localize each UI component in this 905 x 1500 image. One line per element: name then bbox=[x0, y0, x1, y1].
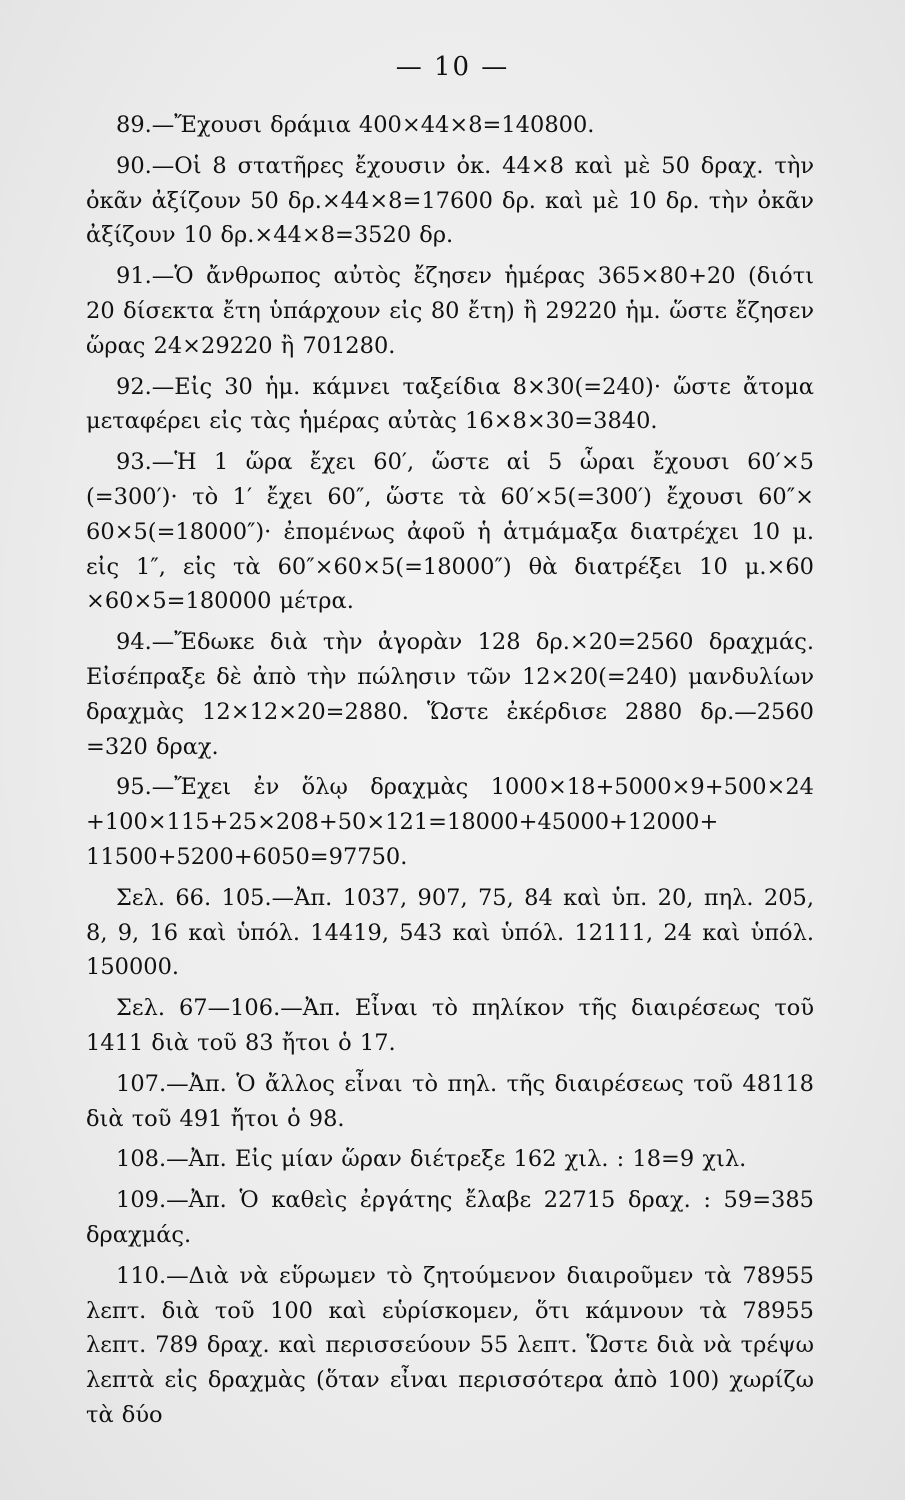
paragraph-93: 93.—Ἡ 1 ὥρα ἔχει 60′, ὥστε αἱ 5 ὧραι ἔχουσι 60′×5 (=300′)· τὸ 1′ ἔχει 60″, ὥστε τὰ 60′×5(=300′) ἔχουσι 60″× 60×5(=18000″)· ἐπομένως ἀφοῦ ἡ ἁτμάμαξα διατρέχει 10 μ. εἰς 1″, εἰς τὰ 60″×60×5(=18000″) θὰ διατρέξει 10 μ.×60 ×60×5=180000 μέτρα. bbox=[86, 449, 814, 615]
paragraph-91: 91.—Ὁ ἄνθρωπος αὐτὸς ἔζησεν ἡμέρας 365×80+20 (διότι 20 δίσεκτα ἔτη ὑπάρχουν εἰς 80 ἔτη) ἢ 29220 ἡμ. ὥστε ἔζησεν ὥρας 24×29220 ἢ 701280. bbox=[86, 263, 814, 359]
paragraph-109: 109.—Ἀπ. Ὁ καθεὶς ἐργάτης ἔλαβε 22715 δραχ. : 59=385 δραχμάς. bbox=[86, 1187, 814, 1248]
paragraph-89: 89.—Ἔχουσι δράμια 400×44×8=140800. bbox=[116, 112, 595, 138]
paragraph-107: 107.—Ἀπ. Ὁ ἄλλος εἶναι τὸ πηλ. τῆς διαιρέσεως τοῦ 48118 διὰ τοῦ 491 ἤτοι ὁ 98. bbox=[86, 1070, 814, 1132]
paragraph-110: 110.—Διὰ νὰ εὕρωμεν τὸ ζητούμενον διαιροῦμεν τὰ 78955 λεπτ. διὰ τοῦ 100 καὶ εὑρίσκομεν, ὅτι κάμνουν τὰ 78955 λεπτ. 789 δραχ. καὶ περισσεύουν 55 λεπτ. Ὥστε διὰ νὰ τρέψω λεπτὰ εἰς δραχμὰς (ὅταν εἶναι περισσότερα ἀπὸ 100) χωρίζω τὰ δύο bbox=[86, 1262, 814, 1428]
paragraph-page67-106: Σελ. 67—106.—Ἀπ. Εἶναι τὸ πηλίκον τῆς διαιρέσεως τοῦ 1411 διὰ τοῦ 83 ἤτοι ὁ 17. bbox=[86, 995, 814, 1056]
paragraph-95: 95.—Ἔχει ἐν ὅλῳ δραχμὰς 1000×18+5000×9+500×24 +100×115+25×208+50×121=18000+45000+12000+ 11500+5200+6050=97750. bbox=[86, 774, 814, 870]
paragraph-94: 94.—Ἔδωκε διὰ τὴν ἀγορὰν 128 δρ.×20=2560 δραχμάς. Εἰσέπραξε δὲ ἀπὸ τὴν πώλησιν τῶν 12×20(=240) μανδυλίων δραχμὰς 12×12×20=2880. Ὥστε ἐκέρδισε 2880 δρ.—2560 =320 δραχ. bbox=[86, 629, 814, 760]
text-body bbox=[86, 108, 814, 1439]
paragraph-92: 92.—Εἰς 30 ἡμ. κάμνει ταξείδια 8×30(=240)· ὥστε ἄτομα μεταφέρει εἰς τὰς ἡμέρας αὐτὰς 16×8×30=3840. bbox=[86, 373, 814, 435]
paragraph-page66-105: Σελ. 66. 105.—Ἀπ. 1037, 907, 75, 84 καὶ ὑπ. 20, πηλ. 205, 8, 9, 16 καὶ ὑπόλ. 14419, 543 καὶ ὑπόλ. 12111, 24 καὶ ὑπόλ. 150000. bbox=[86, 884, 814, 981]
paragraph-90: 90.—Οἱ 8 στατῆρες ἔχουσιν ὀκ. 44×8 καὶ μὲ 50 δραχ. τὴν ὀκᾶν ἀξίζουν 50 δρ.×44×8=17600 δρ. καὶ μὲ 10 δρ. τὴν ὀκᾶν ἀξίζουν 10 δρ.×44×8=3520 δρ. bbox=[86, 152, 814, 249]
page-number: — 10 — bbox=[395, 52, 510, 82]
paragraph-108: 108.—Ἀπ. Εἰς μίαν ὥραν διέτρεξε 162 χιλ. : 18=9 χιλ. bbox=[116, 1146, 747, 1173]
